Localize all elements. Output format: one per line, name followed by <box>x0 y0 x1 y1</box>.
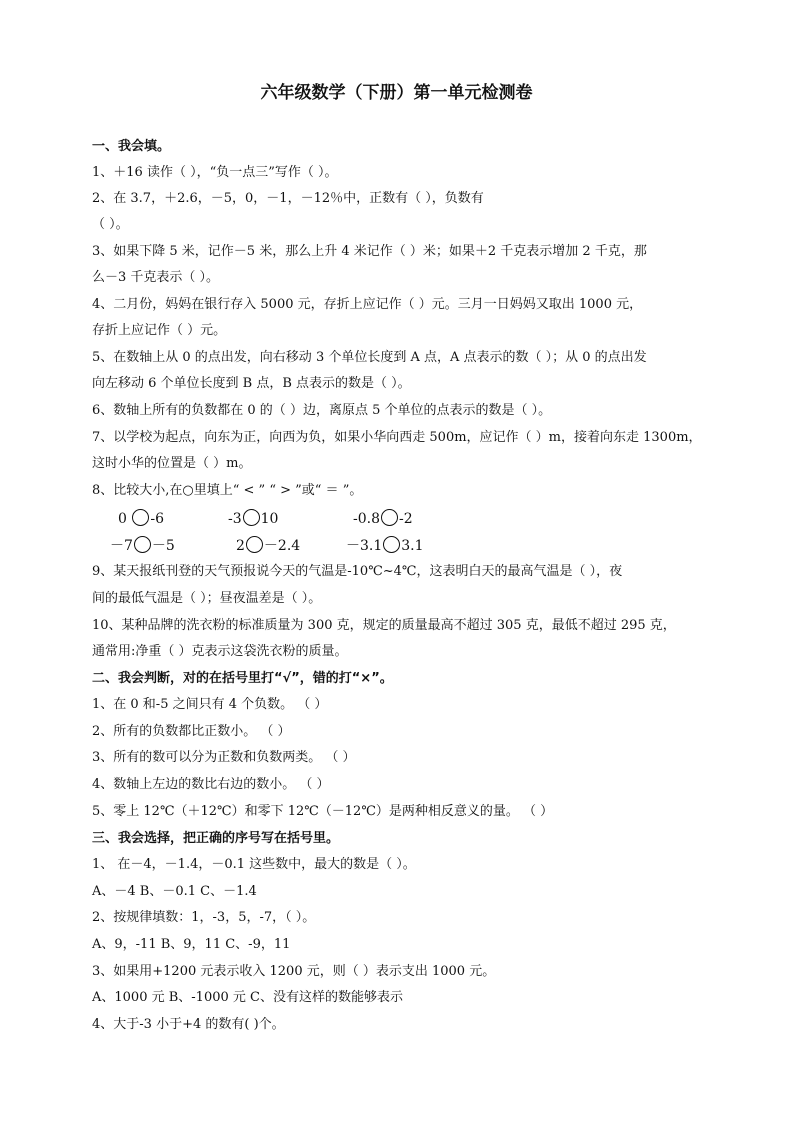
judge-item: 3、所有的数可以分为正数和负数两类。 （ ） <box>92 750 356 765</box>
section-1-line: 5、在数轴上从 0 的点出发，向右移动 3 个单位长度到 A 点，A 点表示的数（ ）；从 0 的点出发 <box>92 350 647 365</box>
section-1-line: 2、在 3.7，＋2.6，－5，0，－1，－12％中，正数有（ ），负数有 <box>92 191 484 206</box>
section-1-line: 10、某种品牌的洗衣粉的标准质量为 300 克，规定的质量最高不超过 305 克，最低不超过 295 克， <box>92 618 676 633</box>
section-1-line: 3、如果下降 5 米，记作－5 米，那么上升 4 米记作（ ）米；如果＋2 千克表示增加 2 千克，那 <box>92 244 647 259</box>
compare-left: -0.8 <box>353 511 380 527</box>
section-1-line: 6、数轴上所有的负数都在 0 的（ ）边，离原点 5 个单位的点表示的数是（ ）。 <box>92 403 552 418</box>
blank-circle[interactable] <box>381 509 398 526</box>
section-1-line: 通常用:净重（ ）克表示这袋洗衣粉的质量。 <box>92 644 348 659</box>
section-1-line: 存折上应记作（ ）元。 <box>92 323 227 338</box>
blank-circle[interactable] <box>132 509 149 526</box>
compare-right: －5 <box>151 538 175 554</box>
section-1-line: 4、二月份，妈妈在银行存入 5000 元，存折上应记作（ ）元。三月一日妈妈又取出 1000 元， <box>92 297 643 312</box>
choice-options: A、9，-11 B、9，11 C、-9，11 <box>92 937 291 952</box>
compare-right: -2 <box>399 511 413 527</box>
compare-left: －7 <box>110 538 133 554</box>
compare-pair <box>236 536 300 555</box>
section-2-heading: 二、我会判断，对的在括号里打“√”，错的打“×”。 <box>92 671 393 686</box>
choice-question: 4、大于-3 小于+4 的数有( )个。 <box>92 1017 285 1032</box>
compare-right: －2.4 <box>263 538 301 554</box>
compare-left: -3 <box>228 511 242 527</box>
compare-pair <box>346 536 424 555</box>
section-1-line: 么－3 千克表示（ ）。 <box>92 270 220 285</box>
section-1-line: 向左移动 6 个单位长度到 B 点，B 点表示的数是（ ）。 <box>92 376 411 391</box>
compare-pair <box>353 509 413 528</box>
section-1-line: 1、＋16 读作（ ），“负一点三”写作（ ）。 <box>92 165 338 180</box>
judge-item: 4、数轴上左边的数比右边的数小。 （ ） <box>92 777 330 792</box>
section-1-line: 这时小华的位置是（ ）m。 <box>92 456 252 471</box>
section-3-heading: 三、我会选择，把正确的序号写在括号里。 <box>92 831 340 846</box>
compare-right: 10 <box>260 511 279 527</box>
section-1-line: 8、比较大小,在○里填上“ < ” “ > ”或“ ＝ ”。 <box>92 483 363 498</box>
blank-circle[interactable] <box>243 509 260 526</box>
compare-pair <box>110 536 175 555</box>
choice-question: 1、 在－4，－1.4，－0.1 这些数中，最大的数是（ ）。 <box>92 857 416 872</box>
section-1-line: 9、某天报纸刊登的天气预报说今天的气温是-10℃~4℃，这表明白天的最高气温是（ ），夜 <box>92 564 623 579</box>
choice-options: A、－4 B、－0.1 C、－1.4 <box>92 884 257 899</box>
compare-pair <box>228 509 278 528</box>
section-1-line: 间的最低气温是（ ）；昼夜温差是（ ）。 <box>92 591 322 606</box>
section-1-line: 7、以学校为起点，向东为正，向西为负，如果小华向西走 500m，应记作（ ）m，接着向东走 1300m， <box>92 430 702 445</box>
choice-question: 2、按规律填数：1，-3，5，-7，（ ）。 <box>92 910 316 925</box>
compare-right: 3.1 <box>401 538 424 554</box>
choice-question: 3、如果用+1200 元表示收入 1200 元，则（ ）表示支出 1000 元。 <box>92 964 496 979</box>
judge-item: 2、所有的负数都比正数小。 （ ） <box>92 724 291 739</box>
choice-options: A、1000 元 B、-1000 元 C、没有这样的数能够表示 <box>92 990 403 1005</box>
section-1-line: （ ）。 <box>92 217 129 232</box>
page-title: 六年级数学（下册）第一单元检测卷 <box>260 83 533 103</box>
compare-left: 2 <box>236 538 245 554</box>
compare-left: －3.1 <box>346 538 383 554</box>
blank-circle[interactable] <box>134 536 151 553</box>
blank-circle[interactable] <box>246 536 263 553</box>
judge-item: 5、零上 12℃（＋12℃）和零下 12℃（－12℃）是两种相反意义的量。 （ ） <box>92 804 554 819</box>
blank-circle[interactable] <box>383 536 400 553</box>
compare-right: -6 <box>150 511 165 527</box>
judge-item: 1、在 0 和-5 之间只有 4 个负数。 （ ） <box>92 697 328 712</box>
section-1-heading: 一、我会填。 <box>92 139 171 154</box>
compare-pair <box>118 509 164 528</box>
compare-left: 0 <box>118 511 127 527</box>
